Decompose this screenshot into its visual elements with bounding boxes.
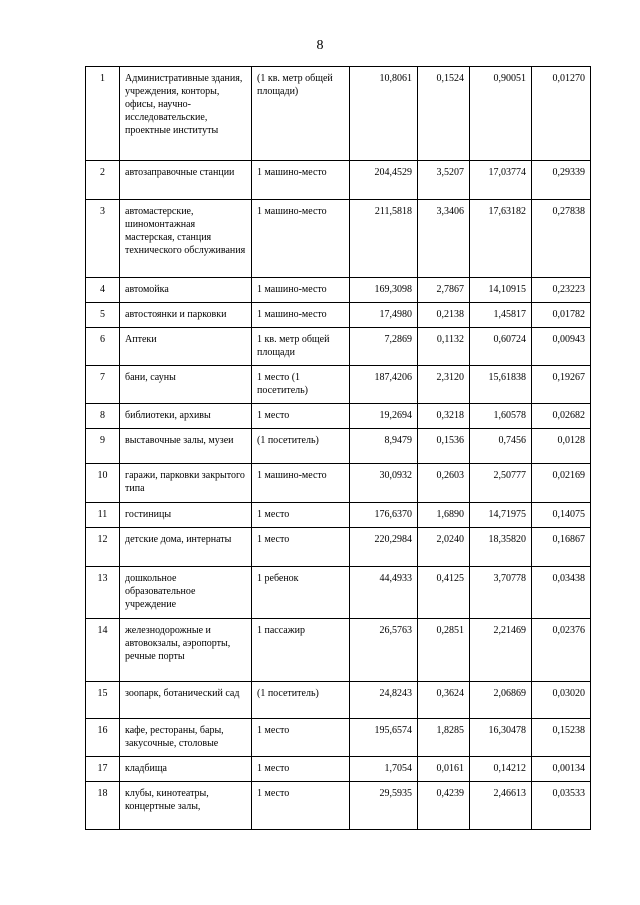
row-number-cell: 14 bbox=[86, 619, 120, 682]
object-name-cell: кладбища bbox=[120, 757, 252, 782]
value-1-cell: 1,7054 bbox=[350, 757, 418, 782]
value-3-cell: 16,30478 bbox=[470, 719, 532, 757]
row-number-cell: 11 bbox=[86, 503, 120, 528]
value-3-cell: 0,7456 bbox=[470, 429, 532, 464]
value-4-cell: 0,02169 bbox=[532, 464, 591, 503]
value-3-cell: 14,71975 bbox=[470, 503, 532, 528]
value-4-cell: 0,15238 bbox=[532, 719, 591, 757]
table-row bbox=[86, 782, 591, 830]
value-2-cell: 2,0240 bbox=[418, 528, 470, 567]
unit-cell: 1 место bbox=[252, 719, 350, 757]
value-3-cell: 2,50777 bbox=[470, 464, 532, 503]
value-3-cell: 0,90051 bbox=[470, 67, 532, 161]
table-row bbox=[86, 278, 591, 303]
row-number-cell: 1 bbox=[86, 67, 120, 161]
value-1-cell: 169,3098 bbox=[350, 278, 418, 303]
value-2-cell: 0,4125 bbox=[418, 567, 470, 619]
value-4-cell: 0,0128 bbox=[532, 429, 591, 464]
value-1-cell: 19,2694 bbox=[350, 404, 418, 429]
unit-cell: 1 место bbox=[252, 503, 350, 528]
unit-cell: 1 кв. метр общей площади bbox=[252, 328, 350, 366]
value-1-cell: 17,4980 bbox=[350, 303, 418, 328]
value-4-cell: 0,00943 bbox=[532, 328, 591, 366]
table-row bbox=[86, 719, 591, 757]
object-name-cell: Аптеки bbox=[120, 328, 252, 366]
value-4-cell: 0,03533 bbox=[532, 782, 591, 830]
table-row bbox=[86, 161, 591, 200]
unit-cell: 1 пассажир bbox=[252, 619, 350, 682]
table-row bbox=[86, 503, 591, 528]
value-3-cell: 2,06869 bbox=[470, 682, 532, 719]
table-body bbox=[86, 67, 591, 830]
value-4-cell: 0,01782 bbox=[532, 303, 591, 328]
object-name-cell: детские дома, интернаты bbox=[120, 528, 252, 567]
table-row bbox=[86, 328, 591, 366]
value-2-cell: 1,6890 bbox=[418, 503, 470, 528]
value-1-cell: 204,4529 bbox=[350, 161, 418, 200]
value-3-cell: 17,03774 bbox=[470, 161, 532, 200]
unit-cell: 1 место bbox=[252, 528, 350, 567]
value-3-cell: 14,10915 bbox=[470, 278, 532, 303]
value-4-cell: 0,00134 bbox=[532, 757, 591, 782]
row-number-cell: 5 bbox=[86, 303, 120, 328]
value-3-cell: 1,45817 bbox=[470, 303, 532, 328]
row-number-cell: 2 bbox=[86, 161, 120, 200]
object-name-cell: Административные здания, учреждения, конторы, офисы, научно-исследовательские, проектные институты bbox=[120, 67, 252, 161]
value-4-cell: 0,27838 bbox=[532, 200, 591, 278]
table-row bbox=[86, 682, 591, 719]
value-2-cell: 0,3624 bbox=[418, 682, 470, 719]
value-1-cell: 195,6574 bbox=[350, 719, 418, 757]
row-number-cell: 8 bbox=[86, 404, 120, 429]
value-3-cell: 15,61838 bbox=[470, 366, 532, 404]
unit-cell: 1 машино-место bbox=[252, 200, 350, 278]
value-3-cell: 2,46613 bbox=[470, 782, 532, 830]
value-1-cell: 211,5818 bbox=[350, 200, 418, 278]
object-name-cell: бани, сауны bbox=[120, 366, 252, 404]
row-number-cell: 15 bbox=[86, 682, 120, 719]
norms-table bbox=[85, 66, 591, 830]
value-1-cell: 30,0932 bbox=[350, 464, 418, 503]
row-number-cell: 6 bbox=[86, 328, 120, 366]
row-number-cell: 7 bbox=[86, 366, 120, 404]
value-4-cell: 0,23223 bbox=[532, 278, 591, 303]
value-2-cell: 0,2138 bbox=[418, 303, 470, 328]
unit-cell: (1 посетитель) bbox=[252, 429, 350, 464]
value-3-cell: 18,35820 bbox=[470, 528, 532, 567]
table-row bbox=[86, 200, 591, 278]
row-number-cell: 4 bbox=[86, 278, 120, 303]
table-row bbox=[86, 67, 591, 161]
unit-cell: 1 место bbox=[252, 782, 350, 830]
value-2-cell: 0,4239 bbox=[418, 782, 470, 830]
unit-cell: (1 кв. метр общей площади) bbox=[252, 67, 350, 161]
value-1-cell: 10,8061 bbox=[350, 67, 418, 161]
row-number-cell: 12 bbox=[86, 528, 120, 567]
value-3-cell: 0,60724 bbox=[470, 328, 532, 366]
table-row bbox=[86, 303, 591, 328]
value-1-cell: 44,4933 bbox=[350, 567, 418, 619]
object-name-cell: автомастерские, шиномонтажная мастерская, станция технического обслуживания bbox=[120, 200, 252, 278]
value-3-cell: 2,21469 bbox=[470, 619, 532, 682]
row-number-cell: 16 bbox=[86, 719, 120, 757]
table-row bbox=[86, 619, 591, 682]
unit-cell: 1 место bbox=[252, 404, 350, 429]
value-2-cell: 0,1536 bbox=[418, 429, 470, 464]
object-name-cell: клубы, кинотеатры, концертные залы, bbox=[120, 782, 252, 830]
value-2-cell: 0,2603 bbox=[418, 464, 470, 503]
page-number: 8 bbox=[316, 38, 324, 53]
table-row bbox=[86, 528, 591, 567]
unit-cell: 1 машино-место bbox=[252, 278, 350, 303]
unit-cell: (1 посетитель) bbox=[252, 682, 350, 719]
unit-cell: 1 машино-место bbox=[252, 161, 350, 200]
table-row bbox=[86, 567, 591, 619]
row-number-cell: 10 bbox=[86, 464, 120, 503]
object-name-cell: зоопарк, ботанический сад bbox=[120, 682, 252, 719]
value-2-cell: 0,1132 bbox=[418, 328, 470, 366]
value-3-cell: 3,70778 bbox=[470, 567, 532, 619]
row-number-cell: 9 bbox=[86, 429, 120, 464]
unit-cell: 1 машино-место bbox=[252, 464, 350, 503]
object-name-cell: кафе, рестораны, бары, закусочные, столовые bbox=[120, 719, 252, 757]
value-2-cell: 2,7867 bbox=[418, 278, 470, 303]
object-name-cell: автомойка bbox=[120, 278, 252, 303]
value-3-cell: 17,63182 bbox=[470, 200, 532, 278]
unit-cell: 1 ребенок bbox=[252, 567, 350, 619]
table-row bbox=[86, 404, 591, 429]
row-number-cell: 17 bbox=[86, 757, 120, 782]
object-name-cell: библиотеки, архивы bbox=[120, 404, 252, 429]
value-2-cell: 3,3406 bbox=[418, 200, 470, 278]
value-2-cell: 3,5207 bbox=[418, 161, 470, 200]
value-1-cell: 7,2869 bbox=[350, 328, 418, 366]
value-4-cell: 0,03438 bbox=[532, 567, 591, 619]
value-2-cell: 1,8285 bbox=[418, 719, 470, 757]
value-4-cell: 0,19267 bbox=[532, 366, 591, 404]
value-1-cell: 29,5935 bbox=[350, 782, 418, 830]
object-name-cell: дошкольное образовательное учреждение bbox=[120, 567, 252, 619]
value-1-cell: 26,5763 bbox=[350, 619, 418, 682]
value-1-cell: 176,6370 bbox=[350, 503, 418, 528]
value-4-cell: 0,14075 bbox=[532, 503, 591, 528]
unit-cell: 1 машино-место bbox=[252, 303, 350, 328]
value-1-cell: 187,4206 bbox=[350, 366, 418, 404]
value-4-cell: 0,01270 bbox=[532, 67, 591, 161]
value-2-cell: 0,0161 bbox=[418, 757, 470, 782]
object-name-cell: выставочные залы, музеи bbox=[120, 429, 252, 464]
value-1-cell: 220,2984 bbox=[350, 528, 418, 567]
unit-cell: 1 место (1 посетитель) bbox=[252, 366, 350, 404]
value-3-cell: 0,14212 bbox=[470, 757, 532, 782]
value-4-cell: 0,16867 bbox=[532, 528, 591, 567]
object-name-cell: автозаправочные станции bbox=[120, 161, 252, 200]
value-4-cell: 0,02682 bbox=[532, 404, 591, 429]
object-name-cell: гостиницы bbox=[120, 503, 252, 528]
value-3-cell: 1,60578 bbox=[470, 404, 532, 429]
value-2-cell: 2,3120 bbox=[418, 366, 470, 404]
table-row bbox=[86, 757, 591, 782]
unit-cell: 1 место bbox=[252, 757, 350, 782]
value-2-cell: 0,1524 bbox=[418, 67, 470, 161]
object-name-cell: автостоянки и парковки bbox=[120, 303, 252, 328]
value-2-cell: 0,3218 bbox=[418, 404, 470, 429]
value-4-cell: 0,29339 bbox=[532, 161, 591, 200]
value-1-cell: 8,9479 bbox=[350, 429, 418, 464]
row-number-cell: 3 bbox=[86, 200, 120, 278]
value-4-cell: 0,03020 bbox=[532, 682, 591, 719]
row-number-cell: 18 bbox=[86, 782, 120, 830]
table-row bbox=[86, 429, 591, 464]
value-1-cell: 24,8243 bbox=[350, 682, 418, 719]
table-row bbox=[86, 464, 591, 503]
table-row bbox=[86, 366, 591, 404]
value-2-cell: 0,2851 bbox=[418, 619, 470, 682]
value-4-cell: 0,02376 bbox=[532, 619, 591, 682]
object-name-cell: железнодорожные и автовокзалы, аэропорты, речные порты bbox=[120, 619, 252, 682]
row-number-cell: 13 bbox=[86, 567, 120, 619]
object-name-cell: гаражи, парковки закрытого типа bbox=[120, 464, 252, 503]
